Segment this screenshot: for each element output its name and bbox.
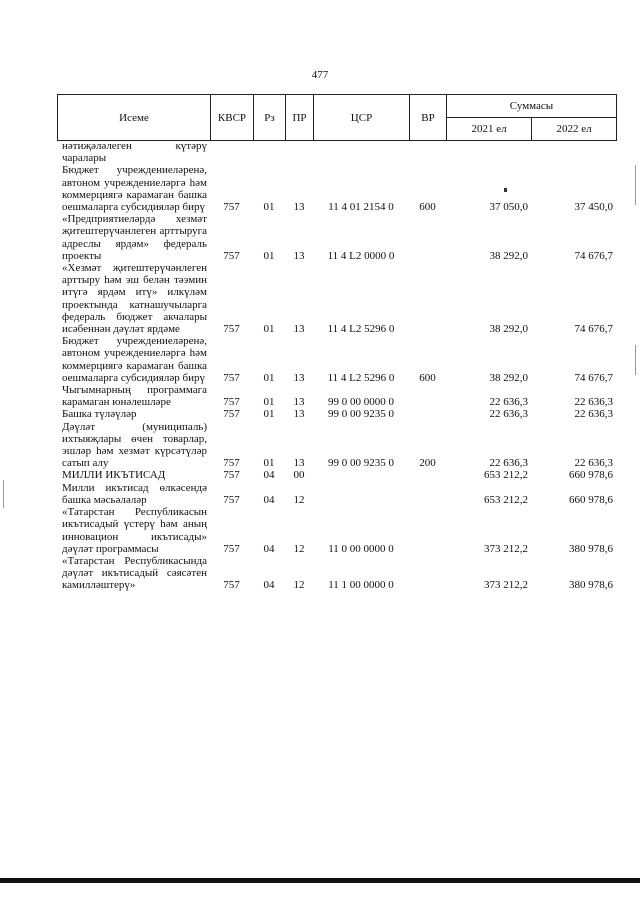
cell-vr: [409, 555, 446, 592]
cell-csr: 99 0 00 9235 0: [328, 457, 394, 470]
cell-rz: 04: [263, 493, 275, 506]
header-csr: ЦСР: [314, 95, 410, 141]
cell-s2021: 22 636,3: [489, 396, 528, 409]
cell-name: «Предприятиеләрдә хезмәт җитештерүчәнлеген арттыруга адреслы ярдәм» федераль проекты: [62, 213, 207, 262]
cell-pr: [285, 140, 313, 164]
cell-kvsr: 757: [223, 493, 240, 506]
table-row: [57, 262, 616, 335]
cell-s2021: 38 292,0: [489, 323, 528, 336]
cell-pr: 13: [293, 201, 305, 214]
cell-vr: 600: [419, 371, 436, 384]
table-row: [57, 384, 616, 408]
budget-table: [57, 140, 616, 592]
cell-s2021: 38 292,0: [489, 249, 528, 262]
cell-s2022: 22 636,3: [574, 408, 613, 421]
table-row: [57, 213, 616, 262]
scan-speck: [504, 188, 507, 192]
cell-rz: 01: [263, 408, 275, 421]
scan-edge-mark: [3, 480, 4, 508]
cell-vr: [409, 140, 446, 164]
table-header: [57, 94, 617, 141]
cell-pr: 13: [293, 249, 305, 262]
cell-vr: [409, 482, 446, 506]
cell-rz: 01: [263, 371, 275, 384]
cell-csr: [313, 482, 409, 506]
cell-pr: 12: [293, 493, 305, 506]
cell-csr: [313, 469, 409, 481]
cell-name: Бюджет учреждениеләренә, автоном учреждениеләргә һәм коммерциягә карамаган башка оешмаларга субсидияләр бирү: [62, 335, 207, 384]
cell-s2021: [446, 140, 531, 164]
cell-csr: 99 0 00 0000 0: [328, 396, 394, 409]
cell-kvsr: 757: [223, 323, 240, 336]
table-row: [57, 482, 616, 506]
scan-edge-mark: [635, 345, 636, 375]
cell-s2022: 37 450,0: [574, 201, 613, 214]
header-2022: 2022 ел: [532, 118, 617, 141]
cell-kvsr: [210, 140, 253, 164]
cell-pr: 00: [293, 469, 305, 482]
cell-kvsr: 757: [223, 469, 240, 482]
header-2021: 2021 ел: [447, 118, 532, 141]
cell-s2022: 74 676,7: [574, 371, 613, 384]
cell-pr: 13: [293, 323, 305, 336]
cell-s2022: [531, 140, 616, 164]
table-row: [57, 140, 616, 164]
cell-pr: 12: [293, 542, 305, 555]
cell-pr: 13: [293, 457, 305, 470]
cell-rz: [253, 140, 285, 164]
cell-vr: [409, 506, 446, 555]
cell-csr: 11 1 00 0000 0: [328, 579, 394, 592]
cell-s2021: 373 212,2: [484, 542, 528, 555]
table-row: [57, 335, 616, 384]
cell-vr: 200: [419, 457, 436, 470]
table-row: [57, 469, 616, 481]
cell-vr: [409, 262, 446, 335]
cell-pr: 13: [293, 396, 305, 409]
cell-vr: [409, 408, 446, 420]
cell-s2022: 22 636,3: [574, 396, 613, 409]
cell-name: Милли икътисад өлкәсендә башка мәсьәләләр: [62, 481, 207, 506]
cell-csr: 11 4 L2 5296 0: [327, 323, 395, 336]
cell-vr: [409, 213, 446, 262]
cell-name: Бюджет учреждениеләренә, автоном учреждениеләргә һәм коммерциягә карамаган башка оешмаларга субсидияләр бирү: [62, 164, 207, 214]
cell-kvsr: 757: [223, 408, 240, 421]
table-row: [57, 408, 616, 420]
cell-rz: 01: [263, 457, 275, 470]
cell-kvsr: 757: [223, 542, 240, 555]
cell-csr: 11 4 01 2154 0: [328, 201, 394, 214]
header-rz: Рз: [254, 95, 286, 141]
cell-kvsr: 757: [223, 457, 240, 470]
cell-s2021: 38 292,0: [489, 371, 528, 384]
cell-name: Чыгымнарның программага карамаган юнәлешләре: [62, 384, 207, 409]
cell-s2022: 660 978,6: [569, 469, 613, 482]
cell-csr: 11 4 L2 5296 0: [327, 371, 395, 384]
cell-kvsr: 757: [223, 579, 240, 592]
cell-s2022: 74 676,7: [574, 249, 613, 262]
header-vr: ВР: [410, 95, 447, 141]
header-sums: Суммасы: [447, 95, 617, 118]
cell-name: «Татарстан Республикасында дәүләт икътисадый сәясәтен камилләштерү»: [62, 554, 207, 592]
cell-vr: [409, 469, 446, 481]
cell-s2021: 22 636,3: [489, 408, 528, 421]
cell-vr: [409, 384, 446, 408]
cell-kvsr: 757: [223, 249, 240, 262]
header-name: Исеме: [58, 95, 211, 141]
cell-rz: 01: [263, 201, 275, 214]
cell-s2021: 373 212,2: [484, 579, 528, 592]
cell-s2022: 380 978,6: [569, 542, 613, 555]
cell-name: Башка түләүләр: [62, 408, 137, 421]
cell-csr: 11 4 L2 0000 0: [327, 249, 395, 262]
cell-s2022: 380 978,6: [569, 579, 613, 592]
cell-s2021: 653 212,2: [484, 493, 528, 506]
cell-rz: 01: [263, 396, 275, 409]
cell-name: «Татарстан Республикасын икътисадый үстерү һәм аның инновацион икътисады» дәүләт программасы: [62, 506, 207, 555]
cell-name: нәтиҗәләлеген күтәрү чаралары: [62, 140, 207, 165]
cell-rz: 04: [263, 542, 275, 555]
table-row: [57, 421, 616, 470]
cell-name: МИЛЛИ ИКЪТИСАД: [62, 469, 166, 482]
cell-csr: [313, 140, 409, 164]
cell-s2021: 37 050,0: [489, 201, 528, 214]
page-number: 477: [311, 69, 329, 81]
cell-kvsr: 757: [223, 201, 240, 214]
table-row: [57, 506, 616, 555]
cell-rz: 04: [263, 579, 275, 592]
table-row: [57, 555, 616, 592]
cell-name: «Хезмәт җитештерүчәнлеген арттыру һәм эш белән тәэмин итүгә ярдәм итү» илкүләм проектында катнашучыларга федераль бюджет акчалары исәбеннән дәүләт ярдәме: [62, 262, 207, 336]
cell-s2022: 22 636,3: [574, 457, 613, 470]
cell-csr: 11 0 00 0000 0: [328, 542, 394, 555]
cell-rz: 04: [263, 469, 275, 482]
cell-pr: 13: [293, 371, 305, 384]
cell-rz: 01: [263, 323, 275, 336]
scan-bottom-bar: [0, 878, 640, 883]
header-kvsr: КВСР: [211, 95, 254, 141]
cell-s2021: 22 636,3: [489, 457, 528, 470]
cell-s2022: 660 978,6: [569, 493, 613, 506]
header-pr: ПР: [286, 95, 314, 141]
cell-vr: 600: [419, 201, 436, 214]
cell-s2022: 74 676,7: [574, 323, 613, 336]
cell-csr: 99 0 00 9235 0: [328, 408, 394, 421]
cell-kvsr: 757: [223, 396, 240, 409]
cell-rz: 01: [263, 249, 275, 262]
cell-name: Дәүләт (муниципаль) ихтыяҗлары өчен товарлар, эшләр һәм хезмәт күрсәтүләр сатып алу: [62, 420, 207, 470]
table-row: [57, 164, 616, 213]
cell-s2021: 653 212,2: [484, 469, 528, 482]
cell-pr: 12: [293, 579, 305, 592]
cell-pr: 13: [293, 408, 305, 421]
cell-kvsr: 757: [223, 371, 240, 384]
scan-edge-mark: [635, 165, 636, 205]
